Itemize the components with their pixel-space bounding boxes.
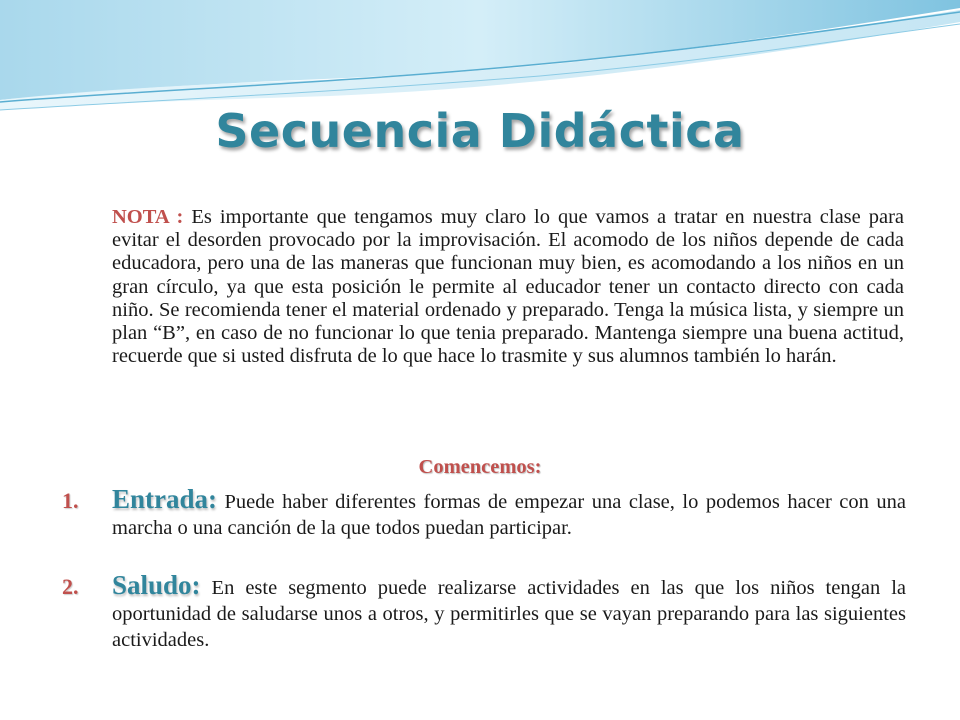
list-number: 1. <box>62 488 79 513</box>
nota-label: NOTA : <box>112 206 192 228</box>
list-term: Saludo: <box>112 570 201 600</box>
list-text: En este segmento puede realizarse actividades en las que los niños tengan la oportunidad de saludarse unos a otros, y permitirles que se vayan preparando para las siguientes actividades. <box>112 577 906 651</box>
list-term: Entrada: <box>112 484 218 514</box>
list-item-body <box>112 572 906 653</box>
comencemos-heading: Comencemos: <box>418 456 542 478</box>
list-text: Puede haber diferentes formas de empezar una clase, lo podemos hacer con una marcha o una canción de la que todos puedan participar. <box>112 491 906 539</box>
list-item-body <box>112 486 906 541</box>
list-number: 2. <box>62 574 79 599</box>
slide-title: Secuencia Didáctica <box>215 104 745 158</box>
nota-paragraph <box>112 206 904 368</box>
nota-text: Es importante que tengamos muy claro lo que vamos a tratar en nuestra clase para evitar el desorden provocado por la improvisación. El acomodo de los niños depende de cada educadora, pero una de las maneras que funcionan muy bien, es acomodando a los niños en un gran círculo, ya que esta posición le permite al educador tener un contacto directo con cada niño. Se recomienda tener el material ordenado y preparado. Tenga la música lista, y siempre un plan “B”, en caso de no funcionar lo que tenia preparado. Mantenga siempre una buena actitud, recuerde que si usted disfruta de lo que hace lo trasmite y sus alumnos también lo harán. <box>112 206 904 368</box>
